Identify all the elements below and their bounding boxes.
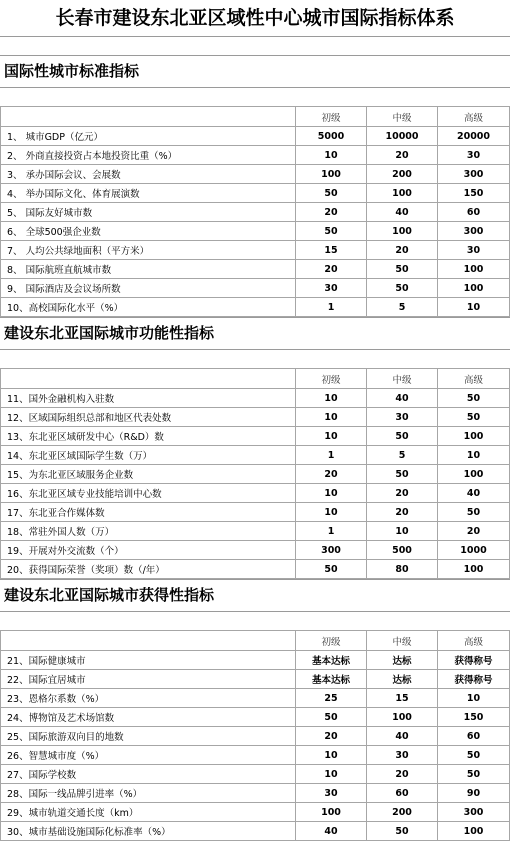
indicator-value: 100 xyxy=(367,708,438,727)
indicator-value: 100 xyxy=(438,279,510,298)
level-header-cell: 中级 xyxy=(367,107,438,127)
table-row xyxy=(1,465,510,484)
indicator-value: 10 xyxy=(438,689,510,708)
indicator-value: 300 xyxy=(438,165,510,184)
indicator-value: 300 xyxy=(296,541,367,560)
level-header-cell: 初级 xyxy=(296,107,367,127)
table-row xyxy=(1,446,510,465)
indicator-name: 3、 承办国际会议、会展数 xyxy=(1,165,296,184)
table-row xyxy=(1,279,510,298)
indicator-value: 40 xyxy=(438,484,510,503)
indicator-name: 6、 全球500强企业数 xyxy=(1,222,296,241)
indicator-value: 10 xyxy=(296,765,367,784)
table-row xyxy=(1,484,510,503)
indicator-value: 50 xyxy=(367,279,438,298)
indicator-name: 2、 外商直接投资占本地投资比重（%） xyxy=(1,146,296,165)
level-header-cell: 高级 xyxy=(438,107,510,127)
indicator-name: 24、博物馆及艺术场馆数 xyxy=(1,708,296,727)
page-title: 长春市建设东北亚区域性中心城市国际指标体系 xyxy=(0,0,510,37)
indicator-value: 100 xyxy=(296,803,367,822)
indicator-value: 30 xyxy=(438,146,510,165)
indicator-name: 20、获得国际荣誉（奖项）数（/年） xyxy=(1,560,296,579)
indicator-name: 29、城市轨道交通长度（km） xyxy=(1,803,296,822)
indicator-value: 30 xyxy=(438,241,510,260)
indicator-name: 12、区域国际组织总部和地区代表处数 xyxy=(1,408,296,427)
table-row xyxy=(1,670,510,689)
indicator-value: 达标 xyxy=(367,670,438,689)
indicator-value: 50 xyxy=(438,746,510,765)
indicator-value: 20 xyxy=(296,727,367,746)
indicator-value: 基本达标 xyxy=(296,670,367,689)
indicator-value: 10 xyxy=(296,484,367,503)
indicator-value: 25 xyxy=(296,689,367,708)
indicator-value: 50 xyxy=(296,184,367,203)
indicator-name: 21、国际健康城市 xyxy=(1,651,296,670)
level-header-cell: 初级 xyxy=(296,369,367,389)
level-header-cell: 初级 xyxy=(296,631,367,651)
table-row xyxy=(1,260,510,279)
table-row xyxy=(1,689,510,708)
level-header-cell: 中级 xyxy=(367,369,438,389)
indicator-table xyxy=(0,106,510,317)
indicator-value: 50 xyxy=(438,389,510,408)
indicator-value: 150 xyxy=(438,708,510,727)
indicator-name: 10、高校国际化水平（%） xyxy=(1,298,296,317)
indicator-value: 300 xyxy=(438,803,510,822)
indicator-value: 10 xyxy=(438,298,510,317)
indicator-value: 90 xyxy=(438,784,510,803)
indicator-value: 基本达标 xyxy=(296,651,367,670)
indicator-value: 5 xyxy=(367,298,438,317)
indicator-name: 1、 城市GDP（亿元） xyxy=(1,127,296,146)
indicator-name: 22、国际宜居城市 xyxy=(1,670,296,689)
table-row xyxy=(1,408,510,427)
indicator-value: 20 xyxy=(296,260,367,279)
table-header-row xyxy=(1,107,510,127)
indicator-value: 10 xyxy=(296,146,367,165)
indicator-value: 200 xyxy=(367,165,438,184)
table-row xyxy=(1,184,510,203)
indicator-name: 14、东北亚区域国际学生数（万） xyxy=(1,446,296,465)
indicator-value: 10 xyxy=(296,746,367,765)
indicator-value: 1 xyxy=(296,298,367,317)
indicator-value: 20 xyxy=(296,465,367,484)
indicator-value: 50 xyxy=(296,708,367,727)
table-row xyxy=(1,560,510,579)
indicator-value: 40 xyxy=(367,389,438,408)
indicator-value: 15 xyxy=(296,241,367,260)
indicator-value: 80 xyxy=(367,560,438,579)
indicator-name: 9、 国际酒店及会议场所数 xyxy=(1,279,296,298)
indicator-value: 20 xyxy=(367,241,438,260)
indicator-value: 10 xyxy=(296,503,367,522)
indicator-value: 150 xyxy=(438,184,510,203)
indicator-value: 10 xyxy=(438,446,510,465)
indicator-value: 获得称号 xyxy=(438,651,510,670)
indicator-value: 500 xyxy=(367,541,438,560)
indicator-value: 50 xyxy=(367,822,438,841)
indicator-value: 50 xyxy=(438,408,510,427)
table-row xyxy=(1,298,510,317)
indicator-value: 300 xyxy=(438,222,510,241)
indicator-value: 100 xyxy=(296,165,367,184)
indicator-name: 19、开展对外交流数（个） xyxy=(1,541,296,560)
level-header-cell: 中级 xyxy=(367,631,438,651)
indicator-value: 1 xyxy=(296,446,367,465)
indicator-name: 28、国际一线品牌引进率（%） xyxy=(1,784,296,803)
table-row xyxy=(1,389,510,408)
indicator-name: 4、 举办国际文化、体育展演数 xyxy=(1,184,296,203)
indicator-value: 10 xyxy=(296,427,367,446)
indicator-value: 100 xyxy=(438,465,510,484)
indicator-value: 100 xyxy=(438,822,510,841)
indicator-value: 50 xyxy=(438,765,510,784)
indicator-table xyxy=(0,368,510,579)
indicator-value: 20 xyxy=(367,484,438,503)
indicator-name: 18、常驻外国人数（万） xyxy=(1,522,296,541)
indicator-value: 40 xyxy=(367,727,438,746)
indicator-value: 30 xyxy=(367,746,438,765)
indicator-value: 5000 xyxy=(296,127,367,146)
indicator-value: 20000 xyxy=(438,127,510,146)
spacer xyxy=(0,350,510,368)
indicator-value: 10 xyxy=(296,408,367,427)
indicator-value: 100 xyxy=(367,222,438,241)
level-header-cell: 高级 xyxy=(438,631,510,651)
table-row xyxy=(1,746,510,765)
indicator-value: 20 xyxy=(367,146,438,165)
indicator-value: 50 xyxy=(296,222,367,241)
table-row xyxy=(1,708,510,727)
indicator-value: 5 xyxy=(367,446,438,465)
table-row xyxy=(1,541,510,560)
table-row xyxy=(1,822,510,841)
indicator-name: 25、国际旅游双向目的地数 xyxy=(1,727,296,746)
header-blank-cell xyxy=(1,369,296,389)
table-header-row xyxy=(1,631,510,651)
indicator-name: 15、为东北亚区域服务企业数 xyxy=(1,465,296,484)
indicator-value: 50 xyxy=(367,465,438,484)
indicator-value: 200 xyxy=(367,803,438,822)
table-row xyxy=(1,784,510,803)
indicator-value: 30 xyxy=(296,784,367,803)
indicator-value: 100 xyxy=(367,184,438,203)
table-row xyxy=(1,727,510,746)
indicator-value: 40 xyxy=(296,822,367,841)
section-title: 建设东北亚国际城市获得性指标 xyxy=(0,579,510,612)
table-row xyxy=(1,146,510,165)
indicator-value: 100 xyxy=(438,260,510,279)
spacer xyxy=(0,612,510,630)
indicator-value: 1 xyxy=(296,522,367,541)
indicator-name: 27、国际学校数 xyxy=(1,765,296,784)
indicator-name: 23、恩格尔系数（%） xyxy=(1,689,296,708)
indicator-value: 60 xyxy=(367,784,438,803)
table-row xyxy=(1,203,510,222)
indicator-name: 11、国外金融机构入驻数 xyxy=(1,389,296,408)
indicator-name: 7、 人均公共绿地面积（平方米） xyxy=(1,241,296,260)
indicator-value: 获得称号 xyxy=(438,670,510,689)
table-row xyxy=(1,127,510,146)
table-row xyxy=(1,222,510,241)
header-blank-cell xyxy=(1,107,296,127)
indicator-table xyxy=(0,630,510,841)
indicator-value: 100 xyxy=(438,427,510,446)
indicator-value: 100 xyxy=(438,560,510,579)
indicator-value: 20 xyxy=(367,503,438,522)
table-header-row xyxy=(1,369,510,389)
indicator-name: 13、东北亚区域研发中心（R&D）数 xyxy=(1,427,296,446)
level-header-cell: 高级 xyxy=(438,369,510,389)
table-row xyxy=(1,241,510,260)
indicator-value: 50 xyxy=(367,260,438,279)
table-row xyxy=(1,165,510,184)
spacer xyxy=(0,37,510,55)
indicator-value: 20 xyxy=(296,203,367,222)
table-row xyxy=(1,522,510,541)
indicator-name: 30、城市基础设施国际化标准率（%） xyxy=(1,822,296,841)
indicator-value: 20 xyxy=(438,522,510,541)
header-blank-cell xyxy=(1,631,296,651)
indicator-name: 8、 国际航班直航城市数 xyxy=(1,260,296,279)
indicator-value: 30 xyxy=(296,279,367,298)
indicator-name: 17、东北亚合作媒体数 xyxy=(1,503,296,522)
indicator-value: 达标 xyxy=(367,651,438,670)
table-row xyxy=(1,651,510,670)
indicator-name: 26、智慧城市度（%） xyxy=(1,746,296,765)
table-row xyxy=(1,803,510,822)
indicator-value: 60 xyxy=(438,727,510,746)
indicator-value: 20 xyxy=(367,765,438,784)
table-row xyxy=(1,427,510,446)
section-title: 建设东北亚国际城市功能性指标 xyxy=(0,317,510,350)
indicator-value: 60 xyxy=(438,203,510,222)
indicator-name: 16、东北亚区域专业技能培训中心数 xyxy=(1,484,296,503)
indicator-value: 50 xyxy=(367,427,438,446)
indicator-value: 50 xyxy=(438,503,510,522)
indicator-value: 10000 xyxy=(367,127,438,146)
indicator-value: 10 xyxy=(367,522,438,541)
section-title: 国际性城市标准指标 xyxy=(0,55,510,88)
sections-container xyxy=(0,55,510,841)
indicator-name: 5、 国际友好城市数 xyxy=(1,203,296,222)
indicator-value: 30 xyxy=(367,408,438,427)
indicator-value: 10 xyxy=(296,389,367,408)
indicator-value: 50 xyxy=(296,560,367,579)
spacer xyxy=(0,88,510,106)
indicator-value: 40 xyxy=(367,203,438,222)
indicator-value: 15 xyxy=(367,689,438,708)
indicator-value: 1000 xyxy=(438,541,510,560)
table-row xyxy=(1,765,510,784)
table-row xyxy=(1,503,510,522)
